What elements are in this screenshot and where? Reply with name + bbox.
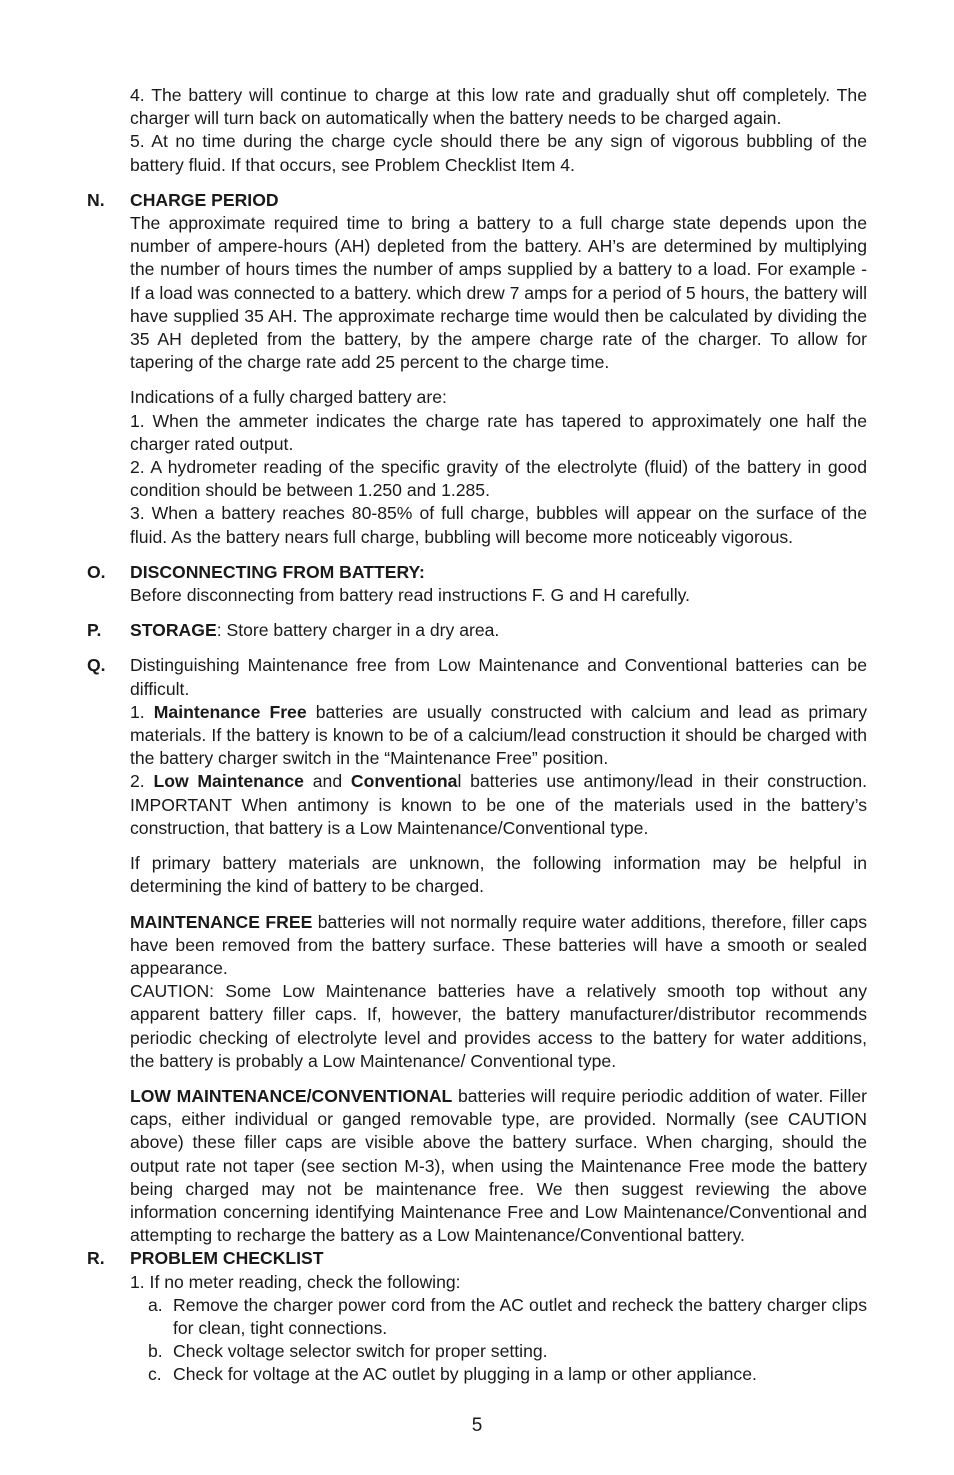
indications-intro: Indications of a fully charged battery are: xyxy=(130,387,447,408)
section-r xyxy=(87,1247,867,1386)
intro-item-4: 4. The battery will continue to charge at this low rate and gradually shut off completely. The charger will turn back on automatically when the battery needs to be charged again. xyxy=(130,85,867,129)
disconnect-body: Before disconnecting from battery read instructions F. G and H carefully. xyxy=(130,585,691,606)
section-letter: P. xyxy=(87,620,102,641)
section-letter: Q. xyxy=(87,655,106,676)
charge-period-body: The approximate required time to bring a battery to a full charge state depends upon the number of ampere-hours (AH) depleted from the battery. AH’s are determined by multiplying the number of hours times the number of amps supplied by a battery to a load. For example - If a load was connected to a battery. which drew 7 amps for a period of 5 hours, the battery will have supplied 35 AH. The approximate recharge time would then be calculated by dividing the 35 AH depleted from the battery, by the ampere charge rate of the charger. To allow for tapering of the charge rate add 25 percent to the charge time. xyxy=(130,213,867,373)
indication-3: 3. When a battery reaches 80-85% of full charge, bubbles will appear on the surface of the fluid. As the battery nears full charge, bubbling will become more noticeably vigorous. xyxy=(130,503,867,547)
q-item-1: 1. Maintenance Free batteries are usually constructed with calcium and lead as primary materials. If the battery is known to be of a calcium/lead construction it should be charged with the battery charger switch in the “Maintenance Free” position. xyxy=(130,701,868,769)
list-item: b. Check voltage selector switch for proper setting. xyxy=(148,1341,548,1362)
q-caution: CAUTION: Some Low Maintenance batteries have a relatively smooth top without any apparent battery filler caps. If, however, the battery manufacturer/distributor recommends periodic checking of electrolyte level and provides access to the battery for water additions, the battery is probably a Low Maintenance/ Conventional type. xyxy=(130,981,867,1071)
q-item-2: 2. Low Maintenance and Conventional batteries use antimony/lead in their construction. IMPORTANT When antimony is known to be one of the materials used in the battery’s construction, that battery is a Low Maintenance/Conventional type. xyxy=(130,771,868,838)
section-q xyxy=(87,654,868,1247)
intro-item-5: 5. At no time during the charge cycle should there be any sign of vigorous bubbling of the battery fluid. If that occurs, see Problem Checklist Item 4. xyxy=(130,131,867,175)
list-item: c. Check for voltage at the AC outlet by plugging in a lamp or other appliance. xyxy=(148,1364,757,1385)
section-n xyxy=(87,189,867,549)
section-letter: R. xyxy=(87,1248,105,1269)
section-title: STORAGE xyxy=(130,620,217,641)
r-item-1: 1. If no meter reading, check the following: xyxy=(130,1271,461,1292)
q-maintenance-free: MAINTENANCE FREE batteries will not normally require water additions, therefore, filler caps have been removed from the battery surface. These batteries will have a smooth or sealed appearance. xyxy=(130,911,867,978)
indication-1: 1. When the ammeter indicates the charge rate has tapered to approximately one half the charger rated output. xyxy=(130,410,867,454)
section-p xyxy=(87,619,867,642)
section-letter: N. xyxy=(87,189,105,210)
q-low-maintenance: LOW MAINTENANCE/CONVENTIONAL batteries will require periodic addition of water. Filler caps, either individual or ganged removable type, are provided. Normally (see CAUTION above) these filler caps are visible above the battery surface. When charging, should the output rate not taper (see section M-3), when using the Maintenance Free mode the battery being charged may not be maintenance free. We then suggest reviewing the above information concerning identifying Maintenance Free and Low Maintenance/Conventional and attempting to recharge the battery as a Low Maintenance/Conventional battery. xyxy=(130,1085,867,1246)
section-o xyxy=(87,561,867,607)
section-title: CHARGE PERIOD xyxy=(130,189,279,210)
section-title: DISCONNECTING FROM BATTERY: xyxy=(130,561,425,582)
storage-body: : Store battery charger in a dry area. xyxy=(216,620,500,641)
list-item: a. Remove the charger power cord from the AC outlet and recheck the battery charger clips for clean, tight connections. xyxy=(148,1294,867,1338)
page-number: 5 xyxy=(471,1415,483,1436)
indication-2: 2. A hydrometer reading of the specific gravity of the electrolyte (fluid) of the battery in good condition should be between 1.250 and 1.285. xyxy=(130,457,867,501)
q-intro: Distinguishing Maintenance free from Low Maintenance and Conventional batteries can be difficult. xyxy=(130,655,867,699)
section-letter: O. xyxy=(87,561,106,582)
section-title: PROBLEM CHECKLIST xyxy=(130,1248,324,1269)
q-unknown: If primary battery materials are unknown, the following information may be helpful in determining the kind of battery to be charged. xyxy=(130,853,867,897)
content-column xyxy=(87,84,868,1387)
